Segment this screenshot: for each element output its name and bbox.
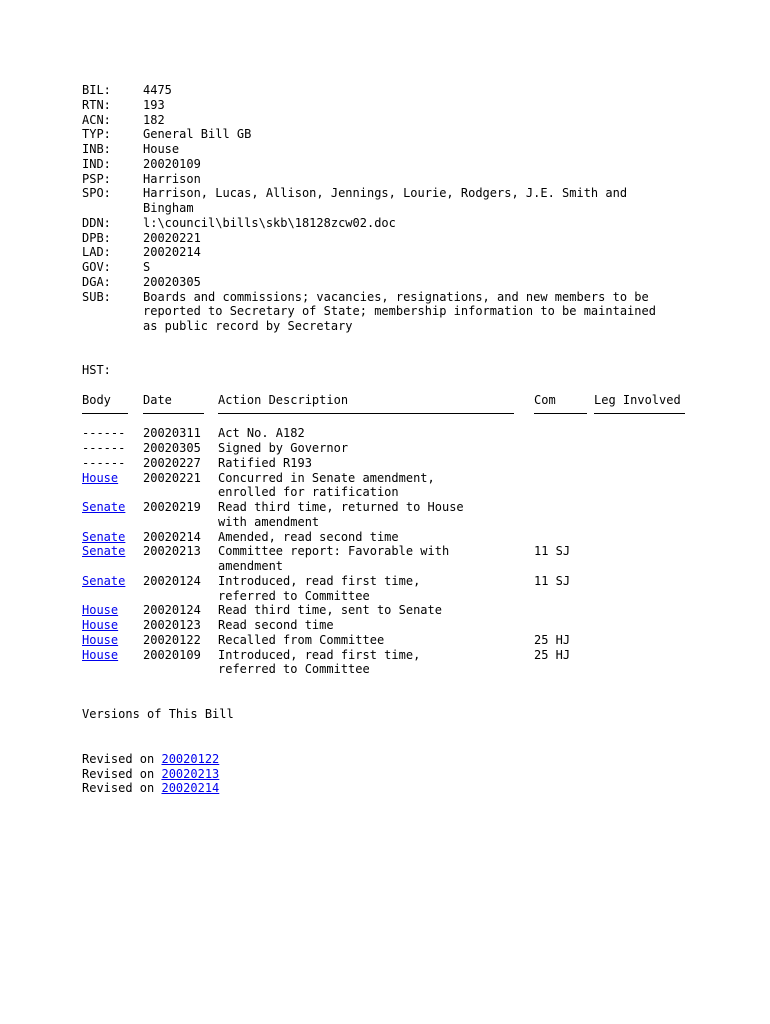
header-field-value: Boards and commissions; vacancies, resignations, and new members to be reported to Secretary of State; membership information to be maintained as public record by Secretary [143,289,656,333]
action-description-cell: Read second time [218,618,334,632]
action-description-cell: Read third time, sent to Senate [218,603,442,618]
body-link-house[interactable]: House [82,618,119,632]
header-field [82,216,702,231]
committee-cell: 25 HJ [534,647,571,662]
header-field [82,142,702,157]
body-link-house[interactable]: House [82,470,119,485]
date-cell: 20020219 [143,500,201,514]
table-row [82,603,685,618]
action-description-cell: Read third time, returned to House with amendment [218,500,464,529]
header-field [82,275,702,290]
header-field-key: GOV: [82,260,111,274]
leg-involved-cell [594,530,685,545]
body-link-senate[interactable]: Senate [82,529,126,544]
versions-title: Versions of This Bill [82,707,234,721]
column-header-leg-involved: Leg Involved [594,393,685,427]
column-header-body: Body [82,393,143,427]
header-field-value: Harrison, Lucas, Allison, Jennings, Lourie, Rodgers, J.E. Smith and Bingham [143,186,628,215]
header-field [82,245,702,260]
version-item [82,767,702,782]
committee-cell [534,500,594,530]
header-field-value: General Bill GB [143,127,252,142]
table-row [82,500,685,530]
header-field-value: 193 [143,97,165,112]
body-cell [82,648,143,678]
table-row [82,426,685,441]
leg-involved-cell [594,441,685,456]
committee-cell: 11 SJ [534,573,571,588]
date-cell: 20020214 [143,529,201,544]
header-field-value: 20020214 [143,245,201,260]
committee-cell [534,530,594,545]
leg-involved-cell [594,618,685,633]
action-description-cell: Introduced, read first time, referred to Committee [218,573,421,603]
body-cell: ------ [82,455,126,470]
body-link-house[interactable]: House [82,647,119,662]
leg-involved-cell [594,471,685,501]
header-field [82,231,702,246]
action-description-cell: Recalled from Committee [218,632,385,647]
table-row [82,471,685,501]
body-cell [82,530,143,545]
body-link-senate[interactable]: Senate [82,573,126,588]
header-field-value: l:\council\bills\skb\18128zcw02.doc [143,215,396,230]
header-field-value: 4475 [143,83,172,97]
body-cell: ------ [82,441,126,455]
body-link-house[interactable]: House [82,603,119,618]
version-link[interactable]: 20020122 [161,751,220,766]
date-cell: 20020221 [143,470,201,485]
date-cell: 20020124 [143,573,201,588]
header-field-value: Harrison [143,171,201,186]
committee-cell [534,618,594,633]
leg-involved-cell [594,500,685,530]
header-field-value: House [143,142,180,156]
committee-cell [534,441,594,456]
history-table [82,393,685,678]
header-field-value: S [143,260,151,274]
history-label: HST: [82,362,111,377]
leg-involved-cell [594,426,685,441]
date-cell: 20020123 [143,618,201,632]
version-item [82,752,702,767]
header-field [82,157,702,172]
body-cell: ------ [82,426,126,441]
header-field-value: 20020109 [143,156,201,171]
table-row [82,648,685,678]
header-field-key: LAD: [82,245,111,260]
table-row [82,441,685,456]
header-field-key: DGA: [82,274,111,289]
action-description-cell: Introduced, read first time, referred to Committee [218,647,421,677]
leg-involved-cell [594,633,685,648]
leg-involved-cell [594,544,685,574]
action-description-cell: Committee report: Favorable with amendment [218,544,450,573]
action-description-cell: Signed by Governor [218,441,349,455]
version-prefix: Revised on [82,751,162,766]
committee-cell: 25 HJ [534,632,571,647]
header-field-key: SUB: [82,289,111,304]
body-cell [82,603,143,618]
committee-cell [534,471,594,501]
date-cell: 20020305 [143,441,201,455]
committee-cell: 11 SJ [534,544,571,559]
committee-cell [534,603,594,618]
header-field-value: 20020221 [143,230,201,245]
body-cell [82,618,143,633]
action-description-cell: Act No. A182 [218,426,305,441]
action-description-cell: Ratified R193 [218,455,312,470]
bill-document [82,83,702,796]
date-cell: 20020311 [143,426,201,441]
header-field-value: 20020305 [143,274,201,289]
body-link-senate[interactable]: Senate [82,500,126,514]
version-link[interactable]: 20020214 [161,781,220,796]
body-link-senate[interactable]: Senate [82,544,126,559]
header-field-key: INB: [82,142,111,156]
header-field-key: PSP: [82,171,111,186]
body-link-house[interactable]: House [82,632,119,647]
body-cell [82,633,143,648]
column-header-com: Com [534,393,594,427]
header-field-key: SPO: [82,186,111,201]
bill-header-fields [82,83,702,334]
header-field [82,113,702,128]
versions-list [82,752,702,796]
header-field-value: 182 [143,112,165,127]
column-header-date: Date [143,393,218,427]
body-cell [82,471,143,501]
version-item [82,781,702,796]
leg-involved-cell [594,603,685,618]
version-link[interactable]: 20020213 [161,766,220,781]
header-field [82,260,702,275]
header-field [82,186,702,216]
date-cell: 20020213 [143,544,201,559]
header-field [82,83,702,98]
table-row [82,544,685,574]
leg-involved-cell [594,574,685,604]
header-field [82,127,702,142]
header-field-key: ACN: [82,112,111,127]
column-header-action-description: Action Description [218,393,534,427]
header-field-key: DPB: [82,230,111,245]
header-field-key: RTN: [82,97,111,112]
date-cell: 20020227 [143,455,201,470]
body-cell [82,574,143,604]
date-cell: 20020124 [143,603,201,618]
action-description-cell: Concurred in Senate amendment, enrolled for ratification [218,470,435,500]
header-field-key: BIL: [82,83,111,97]
body-cell [82,544,143,574]
table-row [82,633,685,648]
table-row [82,456,685,471]
history-rows [82,426,685,677]
table-row [82,574,685,604]
body-cell [82,500,143,530]
history-header-row [82,393,685,427]
date-cell: 20020109 [143,647,201,662]
header-field-key: DDN: [82,215,111,230]
version-prefix: Revised on [82,781,162,796]
header-field-key: IND: [82,156,111,171]
date-cell: 20020122 [143,632,201,647]
table-row [82,618,685,633]
header-field [82,290,702,334]
committee-cell [534,426,594,441]
version-prefix: Revised on [82,766,162,781]
header-field-key: TYP: [82,127,111,142]
committee-cell [534,456,594,471]
header-field [82,172,702,187]
leg-involved-cell [594,456,685,471]
action-description-cell: Amended, read second time [218,529,399,544]
leg-involved-cell [594,648,685,678]
header-field [82,98,702,113]
table-row [82,530,685,545]
